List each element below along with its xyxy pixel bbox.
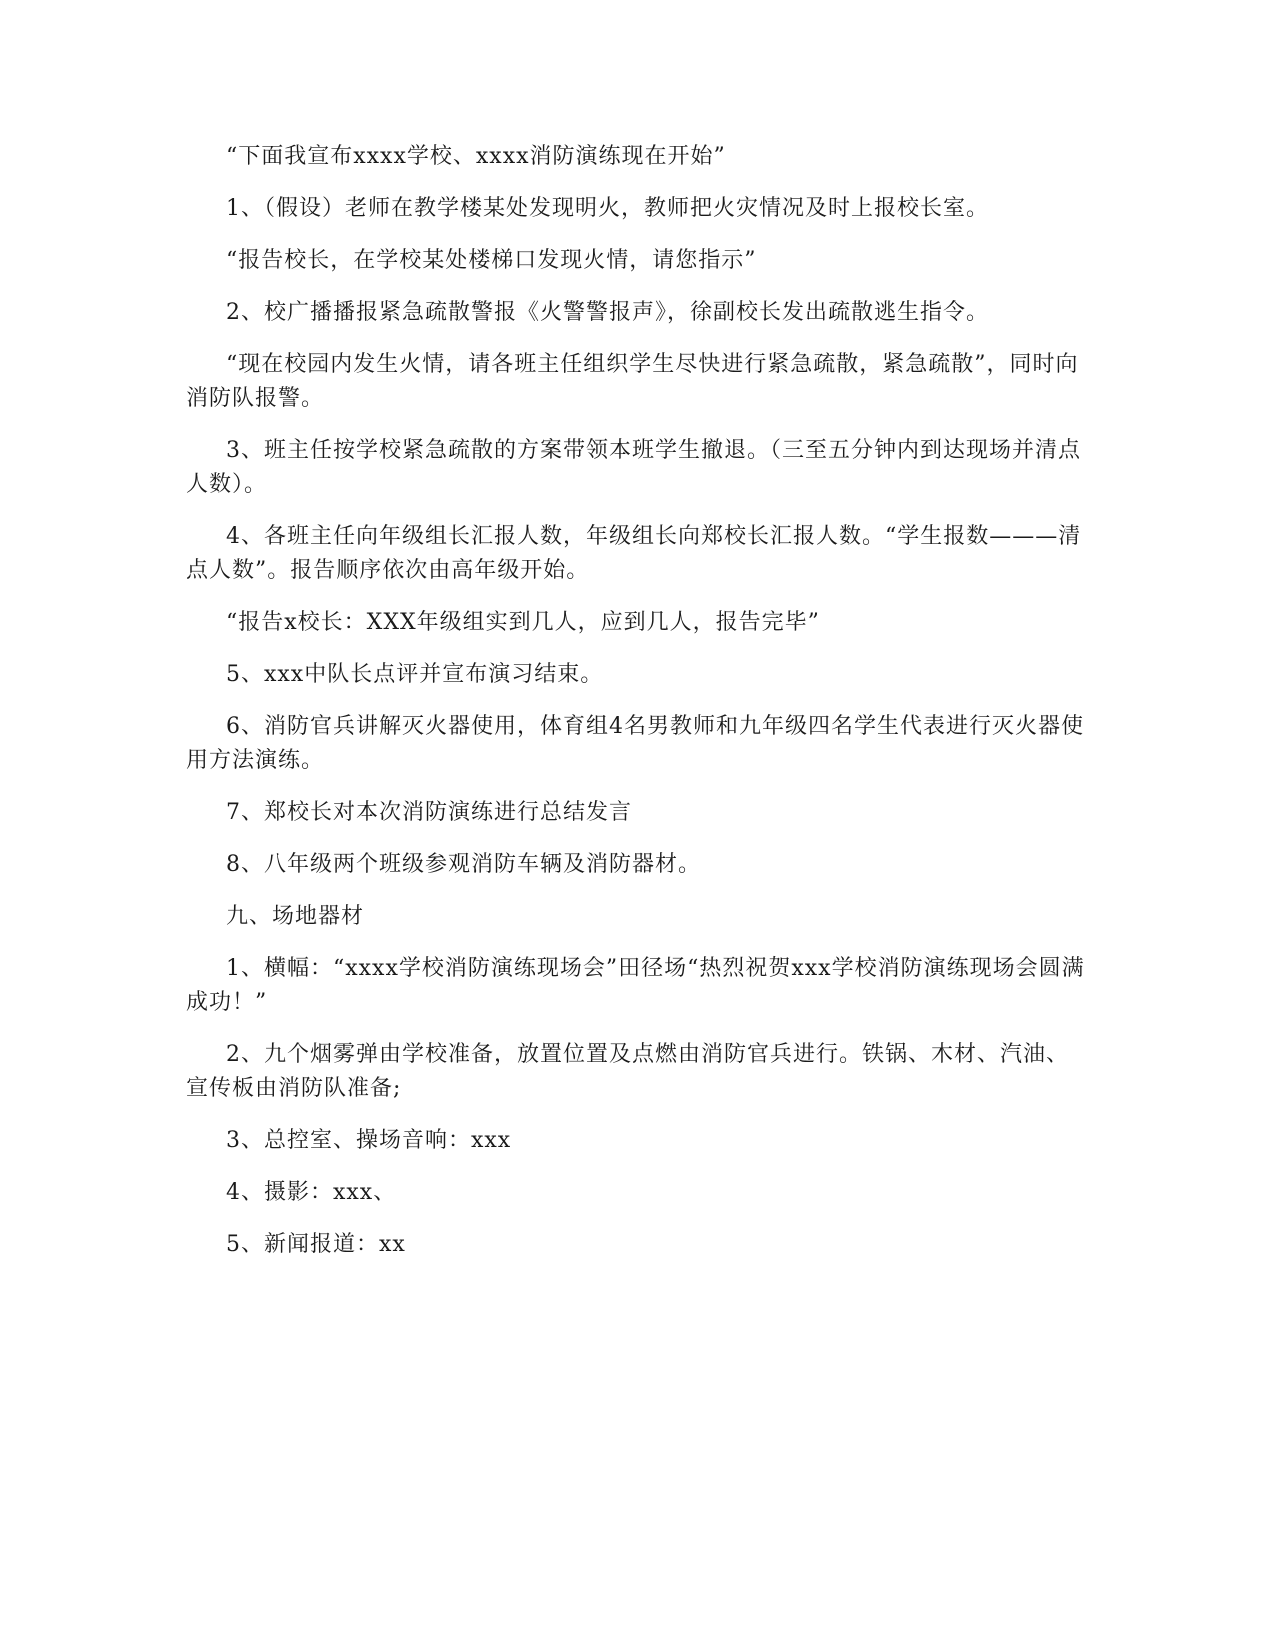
paragraph-step-2: 2、校广播播报紧急疏散警报《火警警报声》，徐副校长发出疏散逃生指令。	[226, 300, 989, 325]
paragraph-equipment-1: 1、横幅：“xxxx学校消防演练现场会”田径场“热烈祝贺xxx学校消防演练现场会圆满成功！”	[186, 956, 1085, 1015]
paragraph-headcount-quote: “报告x校长：XXX年级组实到几人，应到几人，报告完毕”	[226, 610, 820, 635]
paragraph-step-5: 5、xxx中队长点评并宣布演习结束。	[226, 662, 604, 687]
document-body	[186, 140, 1086, 1280]
paragraph-step-3: 3、班主任按学校紧急疏散的方案带领本班学生撤退。（三至五分钟内到达现场并清点人数）。	[186, 438, 1081, 497]
paragraph-equipment-3: 3、总控室、操场音响：xxx	[226, 1128, 512, 1153]
paragraph-step-7: 7、郑校长对本次消防演练进行总结发言	[226, 800, 632, 825]
paragraph-step-4: 4、各班主任向年级组长汇报人数，年级组长向郑校长汇报人数。“学生报数———清点人数”。报告顺序依次由高年级开始。	[186, 524, 1082, 583]
paragraph-announcement: “下面我宣布xxxx学校、xxxx消防演练现在开始”	[226, 144, 726, 169]
section-heading-equipment: 九、场地器材	[226, 904, 365, 929]
paragraph-equipment-2: 2、九个烟雾弹由学校准备，放置位置及点燃由消防官兵进行。铁锅、木材、汽油、宣传板由消防队准备;	[186, 1042, 1069, 1101]
paragraph-equipment-4: 4、摄影：xxx、	[226, 1180, 397, 1205]
paragraph-step-8: 8、八年级两个班级参观消防车辆及消防器材。	[226, 852, 701, 877]
paragraph-step-6: 6、消防官兵讲解灭火器使用，体育组4名男教师和九年级四名学生代表进行灭火器使用方法演练。	[186, 714, 1084, 773]
paragraph-step-1: 1、（假设）老师在教学楼某处发现明火，教师把火灾情况及时上报校长室。	[226, 196, 989, 221]
paragraph-evacuation-quote: “现在校园内发生火情，请各班主任组织学生尽快进行紧急疏散，紧急疏散”，同时向消防队报警。	[186, 352, 1079, 411]
paragraph-report-quote: “报告校长，在学校某处楼梯口发现火情，请您指示”	[226, 248, 757, 273]
paragraph-equipment-5: 5、新闻报道：xx	[226, 1232, 406, 1257]
